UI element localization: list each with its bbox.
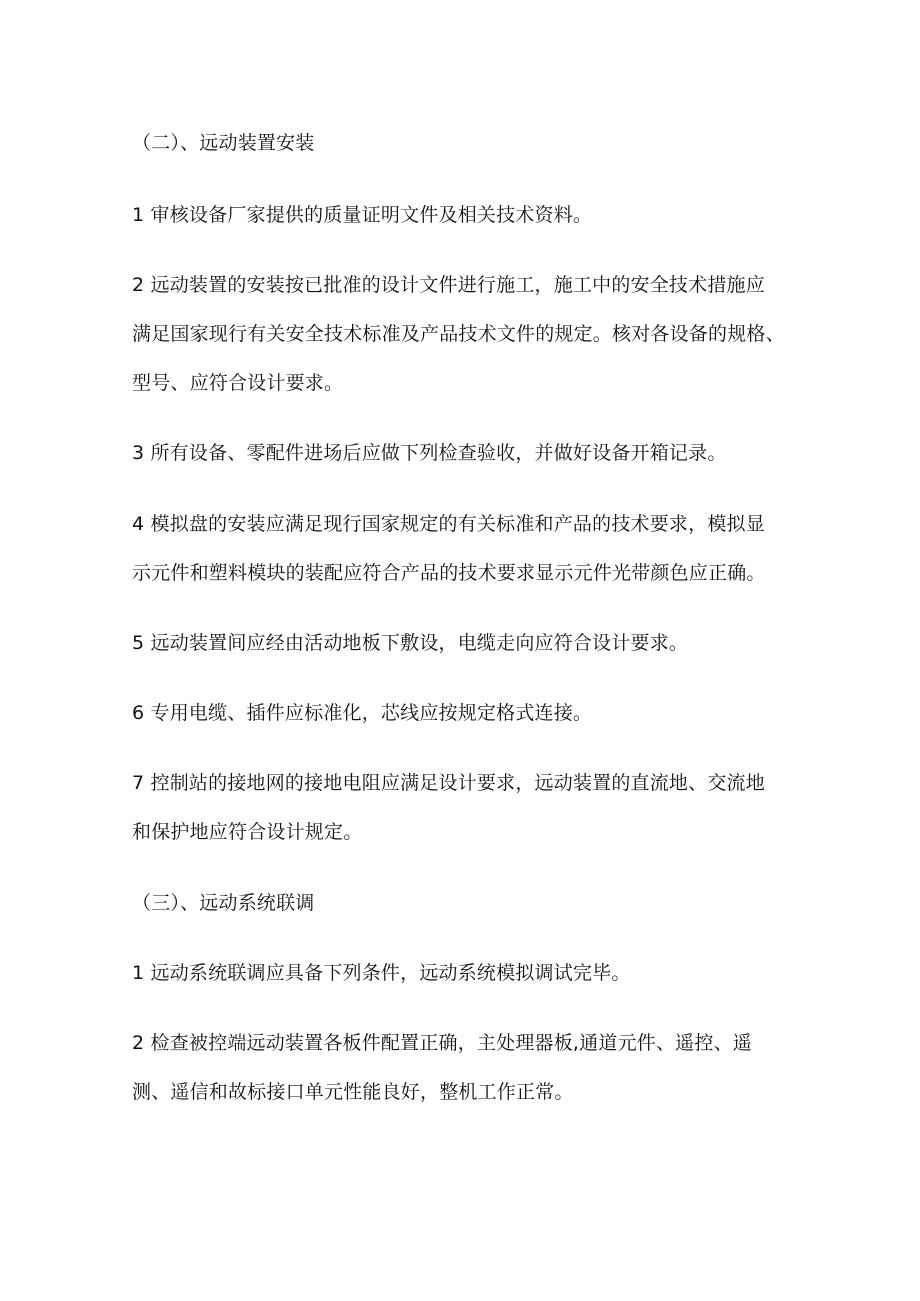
paragraph-line: 3 所有设备、零配件进场后应做下列检查验收，并做好设备开箱记录。: [132, 442, 727, 464]
paragraph-line: 满足国家现行有关安全技术标准及产品技术文件的规定。核对各设备的规格、: [132, 323, 785, 345]
paragraph-line: 1 远动系统联调应具备下列条件，远动系统模拟调试完毕。: [132, 962, 631, 984]
paragraph-line: 7 控制站的接地网的接地电阻应满足设计要求，远动装置的直流地、交流地: [132, 772, 765, 794]
paragraph-line: 6 专用电缆、插件应标准化，芯线应按规定格式连接。: [132, 702, 593, 724]
section-heading: （二）、远动装置安装: [132, 132, 315, 154]
paragraph-line: 测、遥信和故标接口单元性能良好，整机工作正常。: [132, 1081, 574, 1103]
paragraph-line: 4 模拟盘的安装应满足现行国家规定的有关标准和产品的技术要求，模拟显: [132, 513, 765, 535]
paragraph-line: 示元件和塑料模块的装配应符合产品的技术要求显示元件光带颜色应正确。: [132, 562, 766, 584]
paragraph-line: 型号、应符合设计要求。: [132, 372, 344, 394]
paragraph-line: 和保护地应符合设计规定。: [132, 821, 363, 843]
section-heading: （三）、远动系统联调: [132, 892, 315, 914]
paragraph-line: 2 远动装置的安装按已批准的设计文件进行施工，施工中的安全技术措施应: [132, 274, 765, 296]
paragraph-line: 1 审核设备厂家提供的质量证明文件及相关技术资料。: [132, 204, 593, 226]
paragraph-line: 2 检查被控端远动装置各板件配置正确，主处理器板,通道元件、遥控、遥: [132, 1032, 752, 1054]
paragraph-line: 5 远动装置间应经由活动地板下敷设，电缆走向应符合设计要求。: [132, 632, 689, 654]
